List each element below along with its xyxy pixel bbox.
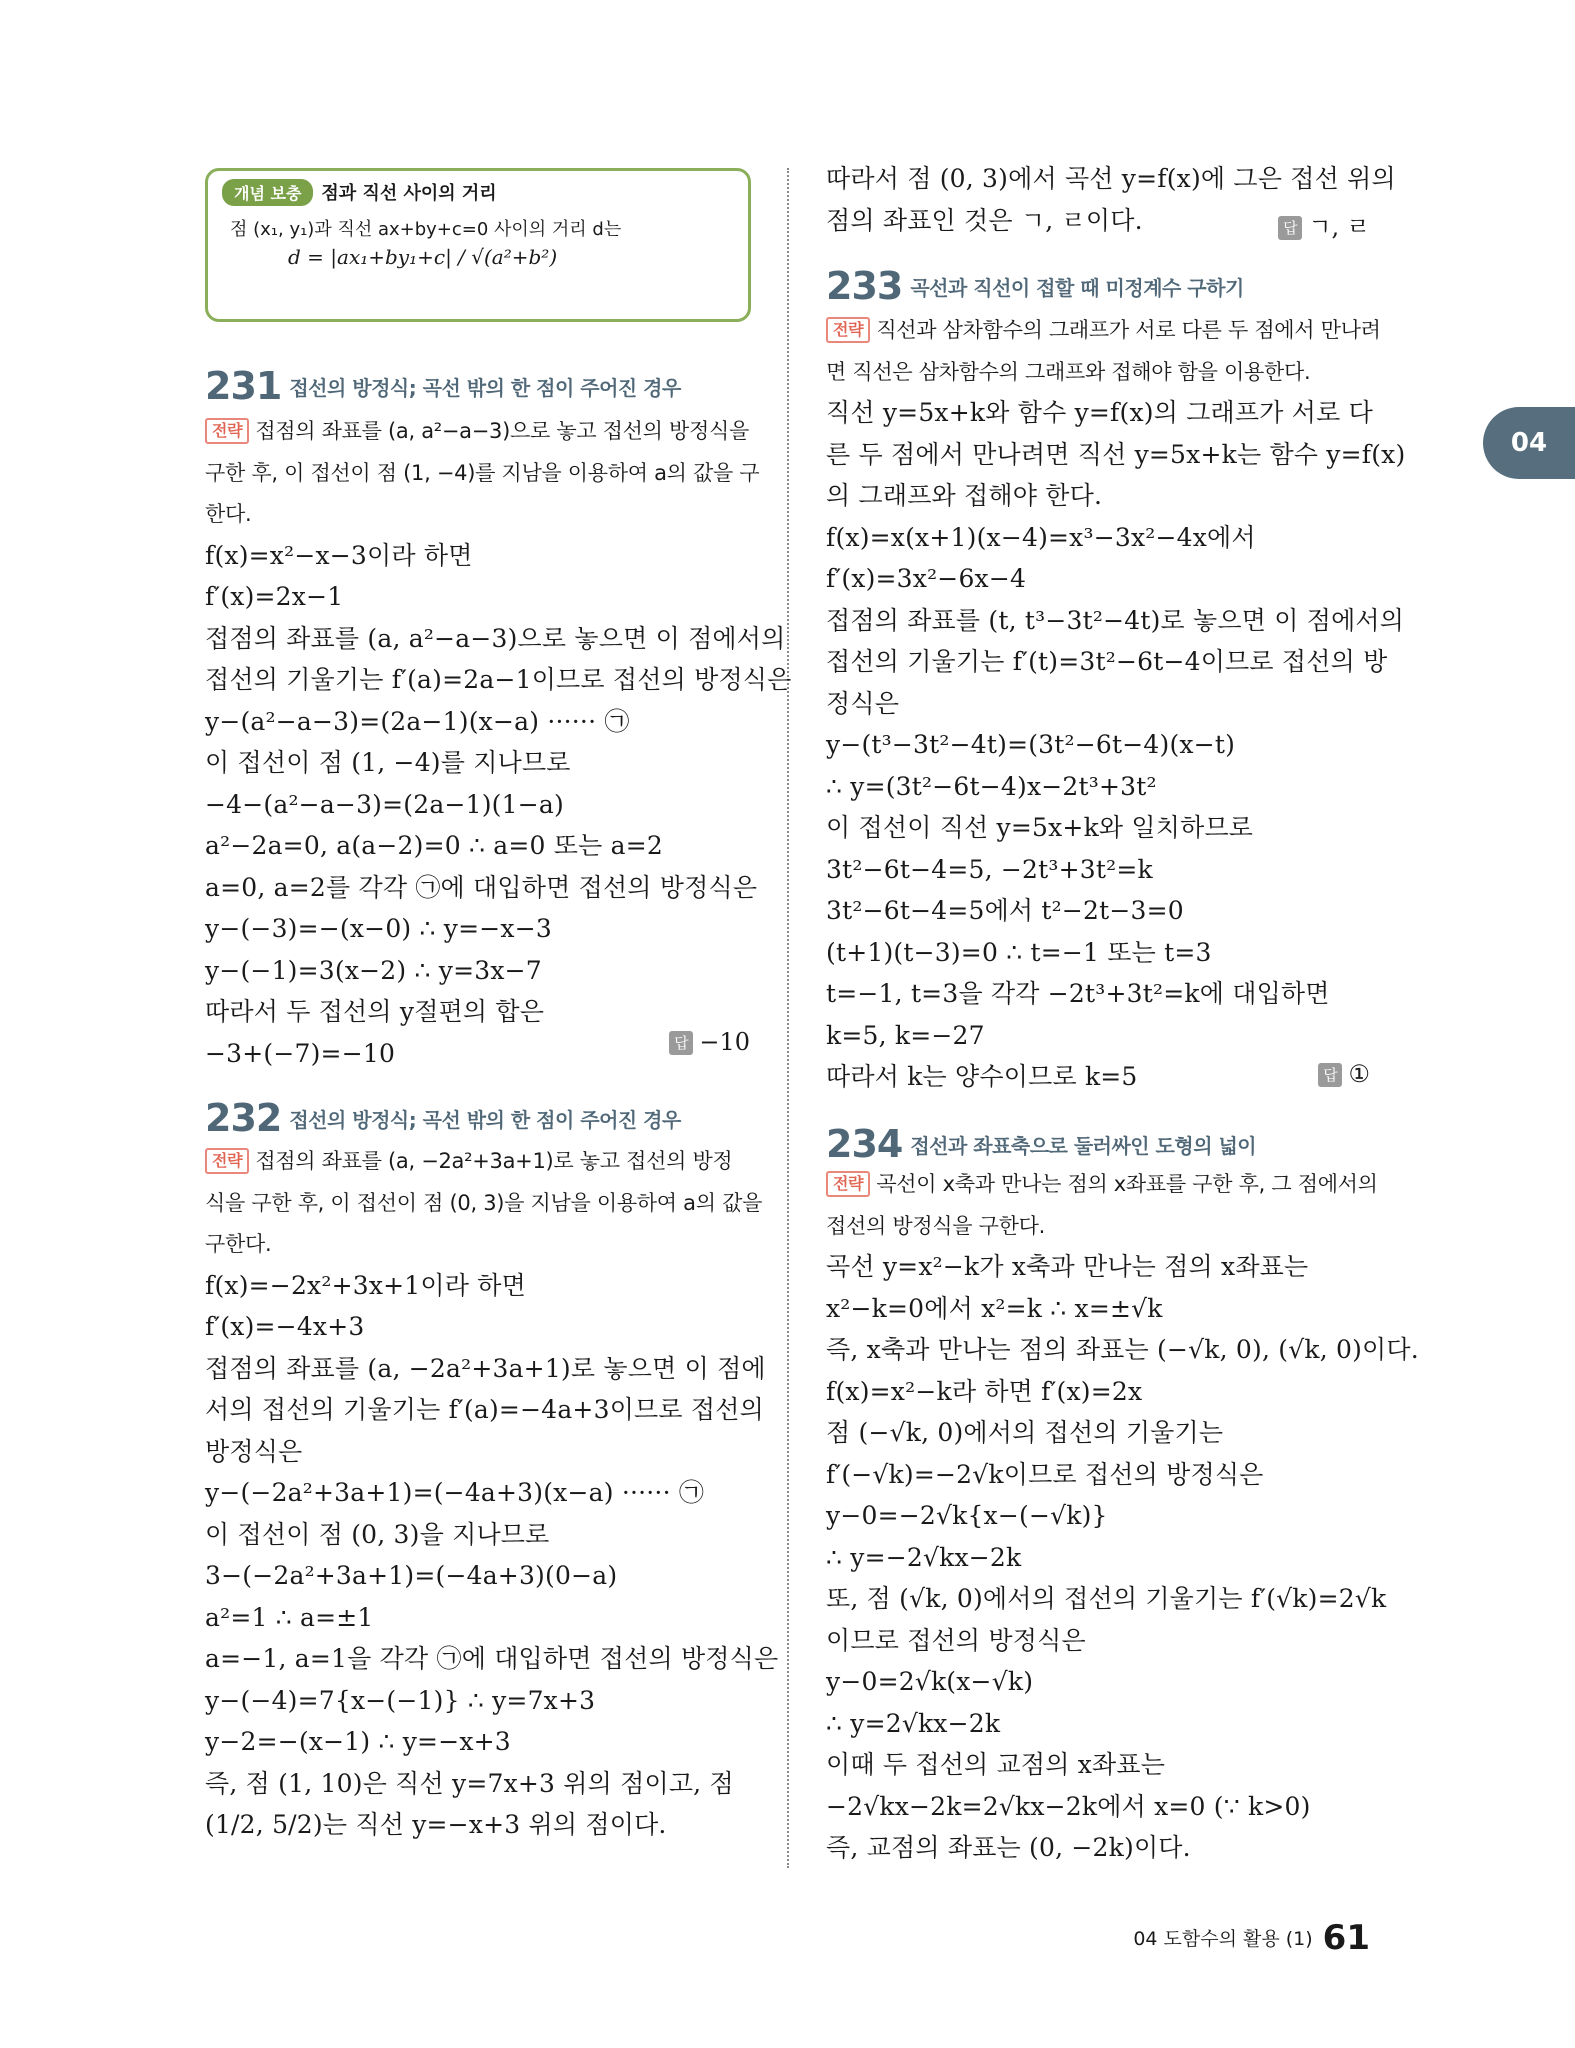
text-line: 접점의 좌표를 (a, −2a²+3a+1)로 놓으면 이 점에 <box>205 1353 766 1383</box>
problem-232-heading <box>205 1096 681 1140</box>
answer-mark-icon: 답 <box>669 1031 693 1055</box>
text-line: 한다. <box>205 502 252 526</box>
text-line: 즉, x축과 만나는 점의 좌표는 (−√k, 0), (√k, 0)이다. <box>826 1335 1419 1364</box>
text-line: 정식은 <box>826 688 900 718</box>
text-line: a²−2a=0, a(a−2)=0 ∴ a=0 또는 a=2 <box>205 831 663 860</box>
problem-title: 곡선과 직선이 접할 때 미정계수 구하기 <box>910 276 1244 300</box>
text-line: 구한 후, 이 접선이 점 (1, −4)를 지남을 이용하여 a의 값을 구 <box>205 460 760 485</box>
text-line: 이 접선이 직선 y=5x+k와 일치하므로 <box>826 813 1254 842</box>
text-line: 면 직선은 삼차함수의 그래프와 접해야 함을 이용한다. <box>826 359 1311 384</box>
text-line: a=0, a=2를 각각 ㉠에 대입하면 접선의 방정식은 <box>205 872 758 902</box>
text-line: f(x)=x²−k라 하면 f′(x)=2x <box>826 1376 1143 1406</box>
text-line: 식을 구한 후, 이 접선이 점 (0, 3)을 지남을 이용하여 a의 값을 <box>205 1190 763 1215</box>
text-line: −4−(a²−a−3)=(2a−1)(1−a) <box>205 789 564 819</box>
text-line: ∴ y=(3t²−6t−4)x−2t³+3t² <box>826 771 1157 801</box>
text-line: 곡선 y=x²−k가 x축과 만나는 점의 x좌표는 <box>826 1252 1309 1281</box>
text-line: f′(−√k)=−2√k이므로 접선의 방정식은 <box>826 1459 1264 1489</box>
text-line: 의 그래프와 접해야 한다. <box>826 481 1103 510</box>
text-line: 따라서 두 접선의 y절편의 합은 <box>205 997 545 1026</box>
text-line: −3+(−7)=−10 <box>205 1038 396 1068</box>
answer-231 <box>669 1028 750 1056</box>
text-line: 접점의 좌표를 (a, a²−a−3)으로 놓으면 이 점에서의 <box>205 623 786 653</box>
problem-number: 231 <box>205 364 282 408</box>
problem-number: 233 <box>826 264 903 308</box>
problem-233-heading <box>826 264 1244 308</box>
text-line: 른 두 점에서 만나려면 직선 y=5x+k는 함수 y=f(x) <box>826 439 1406 469</box>
answer-232 <box>1278 207 1370 242</box>
text-line: 3t²−6t−4=5에서 t²−2t−3=0 <box>826 896 1184 925</box>
text-line: y−0=2√k(x−√k) <box>826 1667 1034 1696</box>
problem-title: 접선과 좌표축으로 둘러싸인 도형의 넓이 <box>910 1134 1257 1158</box>
text-line: −2√kx−2k=2√kx−2k에서 x=0 (∵ k>0) <box>826 1791 1311 1821</box>
text-line: 따라서 점 (0, 3)에서 곡선 y=f(x)에 그은 접선 위의 <box>826 164 1396 193</box>
text-line: 접선의 기울기는 f′(a)=2a−1이므로 접선의 방정식은 <box>205 665 792 694</box>
text-line: 이 접선이 점 (1, −4)를 지나므로 <box>205 748 571 777</box>
text-line: 직선 y=5x+k와 함수 y=f(x)의 그래프가 서로 다 <box>826 398 1373 427</box>
text-line: y−(−3)=−(x−0) ∴ y=−x−3 <box>205 914 552 943</box>
text-line: y−(−4)=7{x−(−1)} ∴ y=7x+3 <box>205 1685 596 1715</box>
concept-title: 점과 직선 사이의 거리 <box>321 183 497 204</box>
text-line: 3−(−2a²+3a+1)=(−4a+3)(0−a) <box>205 1561 618 1590</box>
text-line: 서의 접선의 기울기는 f′(a)=−4a+3이므로 접선의 <box>205 1395 764 1424</box>
text-line: 이므로 접선의 방정식은 <box>826 1625 1086 1655</box>
text-line: 방정식은 <box>205 1436 303 1466</box>
concept-formula: d = |ax₁+by₁+c| / √(a²+b²) <box>288 245 558 269</box>
text-line: y−0=−2√k{x−(−√k)} <box>826 1501 1108 1530</box>
answer-value: ① <box>1348 1060 1370 1088</box>
text-line: f(x)=−2x²+3x+1이라 하면 <box>205 1270 526 1300</box>
text-line: x²−k=0에서 x²=k ∴ x=±√k <box>826 1293 1163 1323</box>
text-line: y−(−2a²+3a+1)=(−4a+3)(x−a) ······ ㉠ <box>205 1478 705 1507</box>
text-line: 이때 두 접선의 교점의 x좌표는 <box>826 1750 1166 1779</box>
text-line: y−2=−(x−1) ∴ y=−x+3 <box>205 1727 511 1756</box>
chapter-side-tab: 04 <box>1483 407 1575 479</box>
text-line: 전략 접점의 좌표를 (a, a²−a−3)으로 놓고 접선의 방정식을 <box>205 415 749 447</box>
answer-mark-icon: 답 <box>1278 216 1302 240</box>
concept-box <box>205 168 751 322</box>
text-line: f′(x)=3x²−6x−4 <box>826 564 1027 593</box>
page-footer <box>1133 1918 1370 1958</box>
strategy-tag: 전략 <box>826 317 870 343</box>
problem-number: 234 <box>826 1122 903 1166</box>
text-line: 점의 좌표인 것은 ㄱ, ㄹ이다. <box>826 205 1143 235</box>
text-line: 또, 점 (√k, 0)에서의 접선의 기울기는 f′(√k)=2√k <box>826 1584 1387 1613</box>
problem-title: 접선의 방정식; 곡선 밖의 한 점이 주어진 경우 <box>289 1108 681 1132</box>
text-line: 따라서 k는 양수이므로 k=5 <box>826 1062 1138 1091</box>
text-line: f′(x)=2x−1 <box>205 582 344 611</box>
text-line: 전략 접점의 좌표를 (a, −2a²+3a+1)로 놓고 접선의 방정 <box>205 1145 732 1177</box>
text-line: 3t²−6t−4=5, −2t³+3t²=k <box>826 854 1153 884</box>
problem-231-heading <box>205 364 681 408</box>
strategy-tag: 전략 <box>205 1148 249 1174</box>
strategy-tag: 전략 <box>205 418 249 444</box>
text-line: t=−1, t=3을 각각 −2t³+3t²=k에 대입하면 <box>826 979 1330 1008</box>
text-line: y−(−1)=3(x−2) ∴ y=3x−7 <box>205 955 542 985</box>
text-line: 즉, 점 (1, 10)은 직선 y=7x+3 위의 점이고, 점 <box>205 1768 734 1798</box>
text-line: 구한다. <box>205 1232 272 1256</box>
concept-pill: 개념 보충 <box>222 179 313 206</box>
text-line: 전략 직선과 삼차함수의 그래프가 서로 다른 두 점에서 만나려 <box>826 314 1381 346</box>
answer-value: ㄱ, ㄹ <box>1308 213 1370 241</box>
answer-mark-icon: 답 <box>1318 1063 1342 1087</box>
answer-value: −10 <box>699 1028 750 1056</box>
text-line: f(x)=x²−x−3이라 하면 <box>205 540 473 570</box>
concept-body: 점 (x₁, y₁)과 직선 ax+by+c=0 사이의 거리 d는 <box>230 219 622 240</box>
concept-box-header <box>222 179 497 206</box>
text-line: (t+1)(t−3)=0 ∴ t=−1 또는 t=3 <box>826 937 1212 967</box>
text-line: ∴ y=−2√kx−2k <box>826 1542 1022 1572</box>
text-line: y−(a²−a−3)=(2a−1)(x−a) ······ ㉠ <box>205 706 630 736</box>
text-line: f(x)=x(x+1)(x−4)=x³−3x²−4x에서 <box>826 522 1256 552</box>
page-number: 61 <box>1322 1918 1370 1958</box>
text-line: y−(t³−3t²−4t)=(3t²−6t−4)(x−t) <box>826 730 1236 759</box>
text-line: 접선의 기울기는 f′(t)=3t²−6t−4이므로 접선의 방 <box>826 647 1388 676</box>
text-line: k=5, k=−27 <box>826 1020 985 1050</box>
problem-number: 232 <box>205 1096 282 1140</box>
text-line: a²=1 ∴ a=±1 <box>205 1602 374 1632</box>
chapter-title: 04 도함수의 활용 (1) <box>1133 1928 1313 1950</box>
problem-234-heading <box>826 1122 1256 1166</box>
text-line: 접점의 좌표를 (t, t³−3t²−4t)로 놓으면 이 점에서의 <box>826 605 1405 635</box>
text-line: 점 (−√k, 0)에서의 접선의 기울기는 <box>826 1418 1224 1447</box>
problem-title: 접선의 방정식; 곡선 밖의 한 점이 주어진 경우 <box>289 376 681 400</box>
text-line: 전략 곡선이 x축과 만나는 점의 x좌표를 구한 후, 그 점에서의 <box>826 1168 1378 1200</box>
text-line: 접선의 방정식을 구한다. <box>826 1213 1045 1238</box>
text-line: ∴ y=2√kx−2k <box>826 1708 1001 1738</box>
column-divider <box>787 168 789 1868</box>
strategy-tag: 전략 <box>826 1171 870 1197</box>
text-line: 이 접선이 점 (0, 3)을 지나므로 <box>205 1519 550 1549</box>
text-line: (1/2, 5/2)는 직선 y=−x+3 위의 점이다. <box>205 1810 667 1839</box>
text-line: 즉, 교점의 좌표는 (0, −2k)이다. <box>826 1833 1191 1862</box>
text-line: f′(x)=−4x+3 <box>205 1312 365 1341</box>
answer-233 <box>1318 1060 1370 1088</box>
text-line: a=−1, a=1을 각각 ㉠에 대입하면 접선의 방정식은 <box>205 1644 779 1673</box>
